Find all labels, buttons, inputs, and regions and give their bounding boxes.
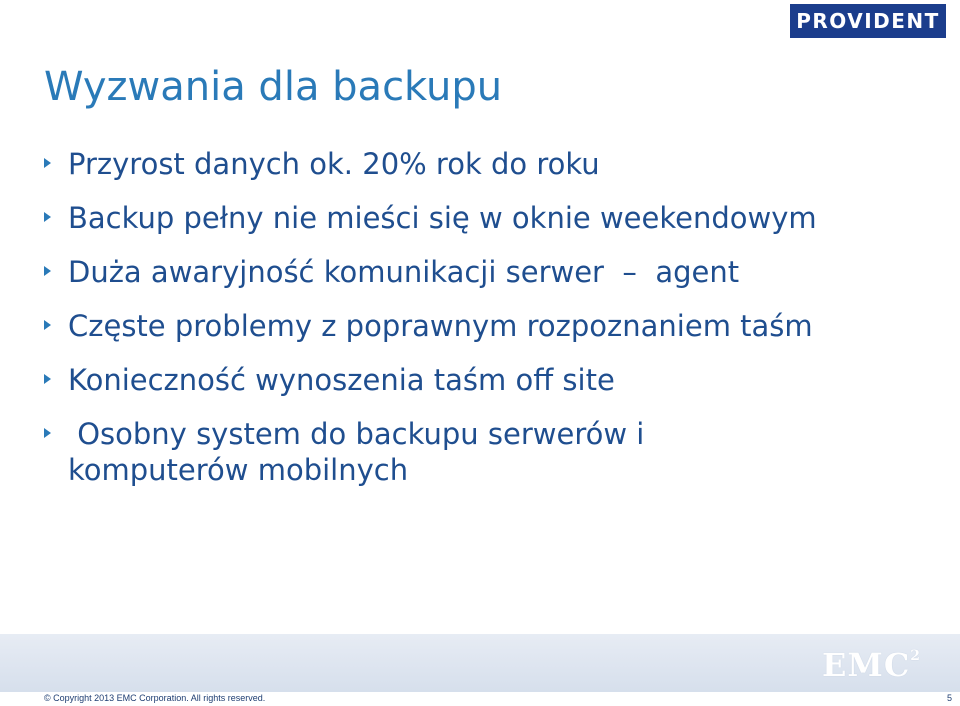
bullet-text: Backup pełny nie mieści się w oknie weekendowym	[68, 201, 817, 235]
bullet-text: Osobny system do backupu serwerów i komputerów mobilnych	[68, 417, 654, 487]
provident-logo: PROVIDENT	[790, 4, 946, 38]
copyright-text: © Copyright 2013 EMC Corporation. All rights reserved.	[44, 693, 266, 703]
bullet-text: Konieczność wynoszenia taśm off site	[68, 363, 615, 397]
bullet-item	[44, 416, 708, 488]
bullet-item	[44, 254, 924, 290]
slide-title: Wyzwania dla backupu	[44, 64, 503, 110]
emc-logo-text: EMC	[822, 646, 911, 684]
bullet-icon	[44, 374, 51, 384]
footer-band	[0, 634, 960, 692]
bullet-item	[44, 200, 924, 236]
bullet-list	[44, 146, 924, 506]
page-number: 5	[946, 693, 952, 703]
bullet-item	[44, 146, 924, 182]
bullet-icon	[44, 266, 51, 276]
bullet-text: Częste problemy z poprawnym rozpoznaniem taśm	[68, 309, 813, 343]
bullet-icon	[44, 428, 51, 438]
bullet-text: Przyrost danych ok. 20% rok do roku	[68, 147, 600, 181]
bullet-icon	[44, 320, 51, 330]
bullet-icon	[44, 212, 51, 222]
emc-logo-superscript: 2	[910, 648, 922, 664]
bullet-item	[44, 308, 924, 344]
bullet-text: Duża awaryjność komunikacji serwer – agent	[68, 255, 740, 289]
emc-logo	[822, 646, 921, 684]
bullet-item	[44, 362, 924, 398]
bullet-icon	[44, 158, 51, 168]
